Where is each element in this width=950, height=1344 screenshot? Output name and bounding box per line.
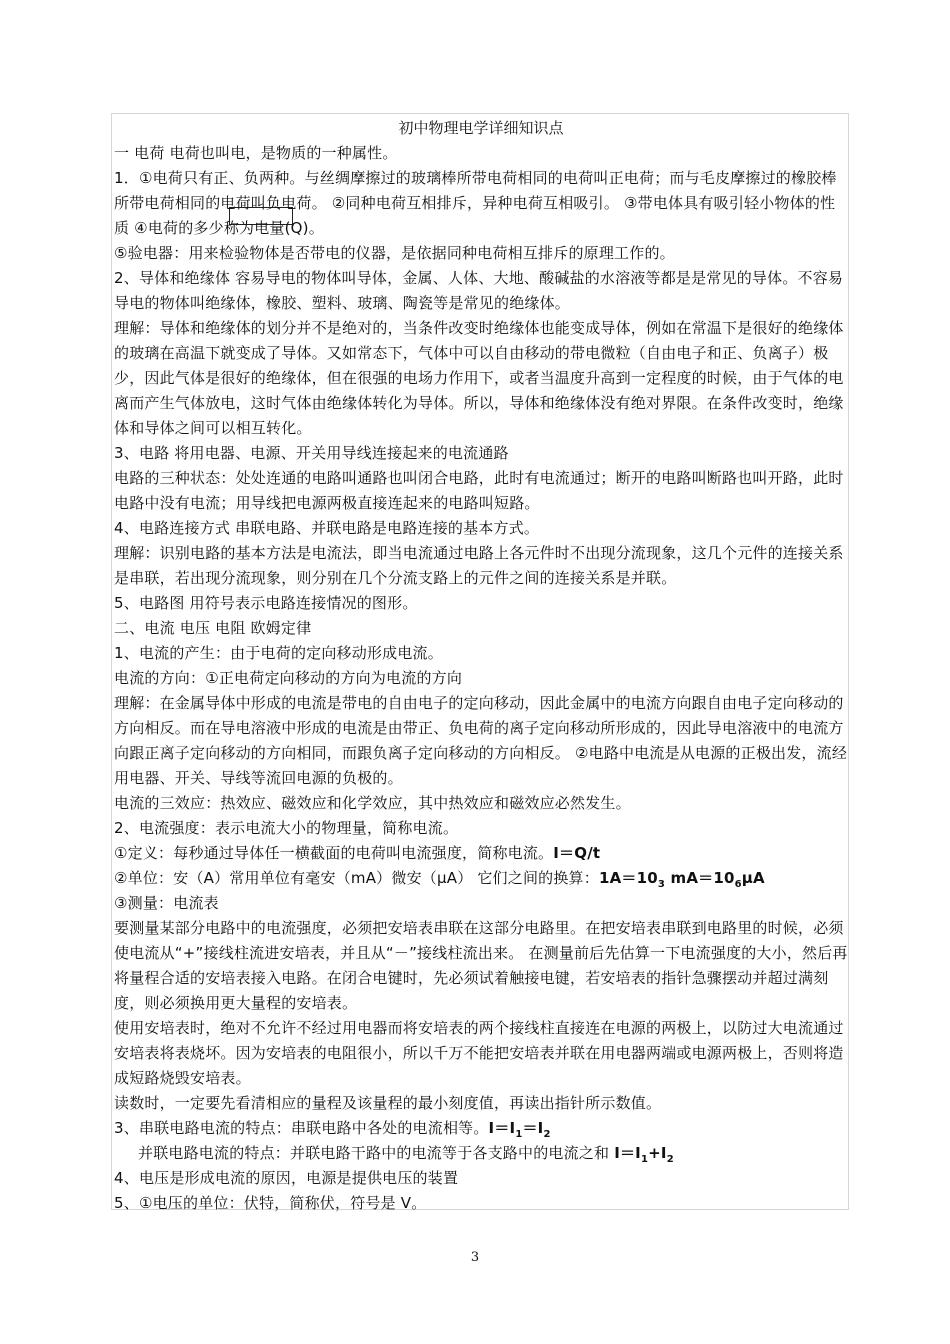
paragraph: 4、电压是形成电流的原因，电源是提供电压的装置 (114, 1169, 459, 1187)
units-text: ②单位：安（A）常用单位有毫安（mA）微安（μA） 它们之间的换算： (114, 869, 599, 887)
paragraph: 要测量某部分电路中的电流强度，必须把安培表串联在这部分电路里。在把安培表串联到电路里的时候，必须使电流从“+”接线柱流进安培表，并且从“－”接线柱流出来。 在测量前后先估算一下电流强度的大小，然后再将量程合适的安培表接入电路。在闭合电键时，先必须试着触接电键，若安培表的指针急骤摆动并超过满刻度，则必须换用更大量程的安培表。 (114, 919, 848, 1012)
formula-subscript: 2 (543, 1129, 551, 1140)
formula-part: ＝I (522, 1119, 544, 1137)
paragraph: 电流的方向：①正电荷定向移动的方向为电流的方向 (114, 669, 463, 687)
paragraph: 理解：在金属导体中形成的电流是带电的自由电子的定向移动，因此金属中的电流方向跟自由电子定向移动的方向相反。而在导电溶液中形成的电流是由带正、负电荷的离子定向移动所形成的，因此导电溶液中的电流方向跟正离子定向移动的方向相同，而跟负离子定向移动的方向相反。 ②电路中电流是从电源的正极出发，流经用电器、开关、导线等流回电源的负极的。 (114, 694, 848, 787)
paragraph-parallel (114, 1141, 848, 1166)
page-number: 3 (470, 1250, 480, 1265)
formula-part: mA＝10 (665, 869, 735, 887)
paragraph: 5、电路图 用符号表示电路连接情况的图形。 (114, 594, 418, 612)
formula-part: I＝I (614, 1144, 641, 1162)
formula-subscript: 2 (666, 1154, 674, 1165)
paragraph: 1．①电荷只有正、负两种。与丝绸摩擦过的玻璃棒所带电荷相同的电荷叫正电荷；而与毛皮摩擦过的橡胶棒所带电荷相同的电荷叫负电荷。 ②同种电荷互相排斥，异种电荷互相吸引。 ③带电体具有吸引轻小物体的性质 ④电荷的多少称为电量(Q)。 (114, 169, 837, 237)
paragraph: 1、电流的产生：由于电荷的定向移动形成电流。 (114, 644, 443, 662)
formula-exponent: 3 (657, 879, 666, 890)
paragraph: 读数时，一定要先看清相应的量程及该量程的最小刻度值，再读出指针所示数值。 (114, 1094, 662, 1112)
paragraph: 2、电流强度：表示电流大小的物理量，简称电流。 (114, 819, 459, 837)
paragraph-units (114, 866, 848, 891)
paragraph: 电流的三效应：热效应、磁效应和化学效应，其中热效应和磁效应必然发生。 (114, 794, 631, 812)
paragraph: ⑤验电器：用来检验物体是否带电的仪器，是依据同种电荷相互排斥的原理工作的。 (114, 244, 675, 262)
paragraph: 2、导体和绝缘体 容易导电的物体叫导体，金属、人体、大地、酸碱盐的水溶液等都是是常见的导体。不容易导电的物体叫绝缘体，橡胶、塑料、玻璃、陶瓷等是常见的绝缘体。 (114, 269, 844, 312)
paragraph-series (114, 1116, 848, 1141)
formula-part: μA (741, 869, 765, 887)
parallel-text: 并联电路电流的特点：并联电路干路中的电流等于各支路中的电流之和 (138, 1144, 610, 1162)
paragraph: 理解：识别电路的基本方法是电流法，即当电流通过电路上各元件时不出现分流现象，这几个元件的连接关系是串联，若出现分流现象，则分别在几个分流支路上的元件之间的连接关系是并联。 (114, 544, 844, 587)
paragraph: ③测量：电流表 (114, 894, 219, 912)
paragraph: 使用安培表时，绝对不允许不经过用电器而将安培表的两个接线柱直接连在电源的两极上，以防过大电流通过安培表将表烧坏。因为安培表的电阻很小，所以千万不能把安培表并联在用电器两端或电源两极上，否则将造成短路烧毁安培表。 (114, 1019, 844, 1087)
page-title: 初中物理电学详细知识点 (398, 119, 564, 137)
formula-series-current (488, 1119, 551, 1140)
formula-exponent: 6 (734, 879, 742, 890)
formula-subscript: 1 (515, 1129, 523, 1140)
paragraph: 理解：导体和绝缘体的划分并不是绝对的，当条件改变时绝缘体也能变成导体，例如在常温下是很好的绝缘体的玻璃在高温下就变成了导体。又如常态下，气体中可以自由移动的带电微粒（自由电子和正、负离子）极少，因此气体是很好的绝缘体，但在很强的电场力作用下，或者当温度升高到一定程度的时候，由于气体的电离而产生气体放电，这时气体由绝缘体转化为导体。所以，导体和绝缘体没有绝对界限。在条件改变时，绝缘体和导体之间可以相互转化。 (114, 319, 844, 437)
paragraph: 5、①电压的单位：伏特，简称伏，符号是 V。 (114, 1194, 427, 1212)
formula-parallel-current (614, 1144, 674, 1165)
formula-part: 1A＝10 (598, 869, 658, 887)
formula-unit-conversion (598, 869, 765, 890)
definition-text: ①定义：每秒通过导体任一横截面的电荷叫电流强度，简称电流。 (114, 844, 554, 862)
formula-q-over-t: I＝Q/t (553, 844, 601, 862)
formula-part: I＝I (488, 1119, 516, 1137)
document-body (114, 116, 848, 1216)
formula-subscript: 1 (640, 1154, 649, 1165)
paragraph: 一 电荷 电荷也叫电，是物质的一种属性。 (114, 144, 398, 162)
paragraph: 4、电路连接方式 串联电路、并联电路是电路连接的基本方式。 (114, 519, 540, 537)
section-heading: 二、电流 电压 电阻 欧姆定律 (114, 619, 312, 637)
paragraph-definition (114, 841, 848, 866)
series-text: 3、串联电路电流的特点：串联电路中各处的电流相等。 (114, 1119, 489, 1137)
paragraph: 电路的三种状态：处处连通的电路叫通路也叫闭合电路，此时有电流通过；断开的电路叫断路也叫开路，此时电路中没有电流；用导线把电源两极直接连起来的电路叫短路。 (114, 469, 844, 512)
formula-part: +I (648, 1144, 667, 1162)
paragraph: 3、电路 将用电器、电源、开关用导线连接起来的电流通路 (114, 444, 509, 462)
